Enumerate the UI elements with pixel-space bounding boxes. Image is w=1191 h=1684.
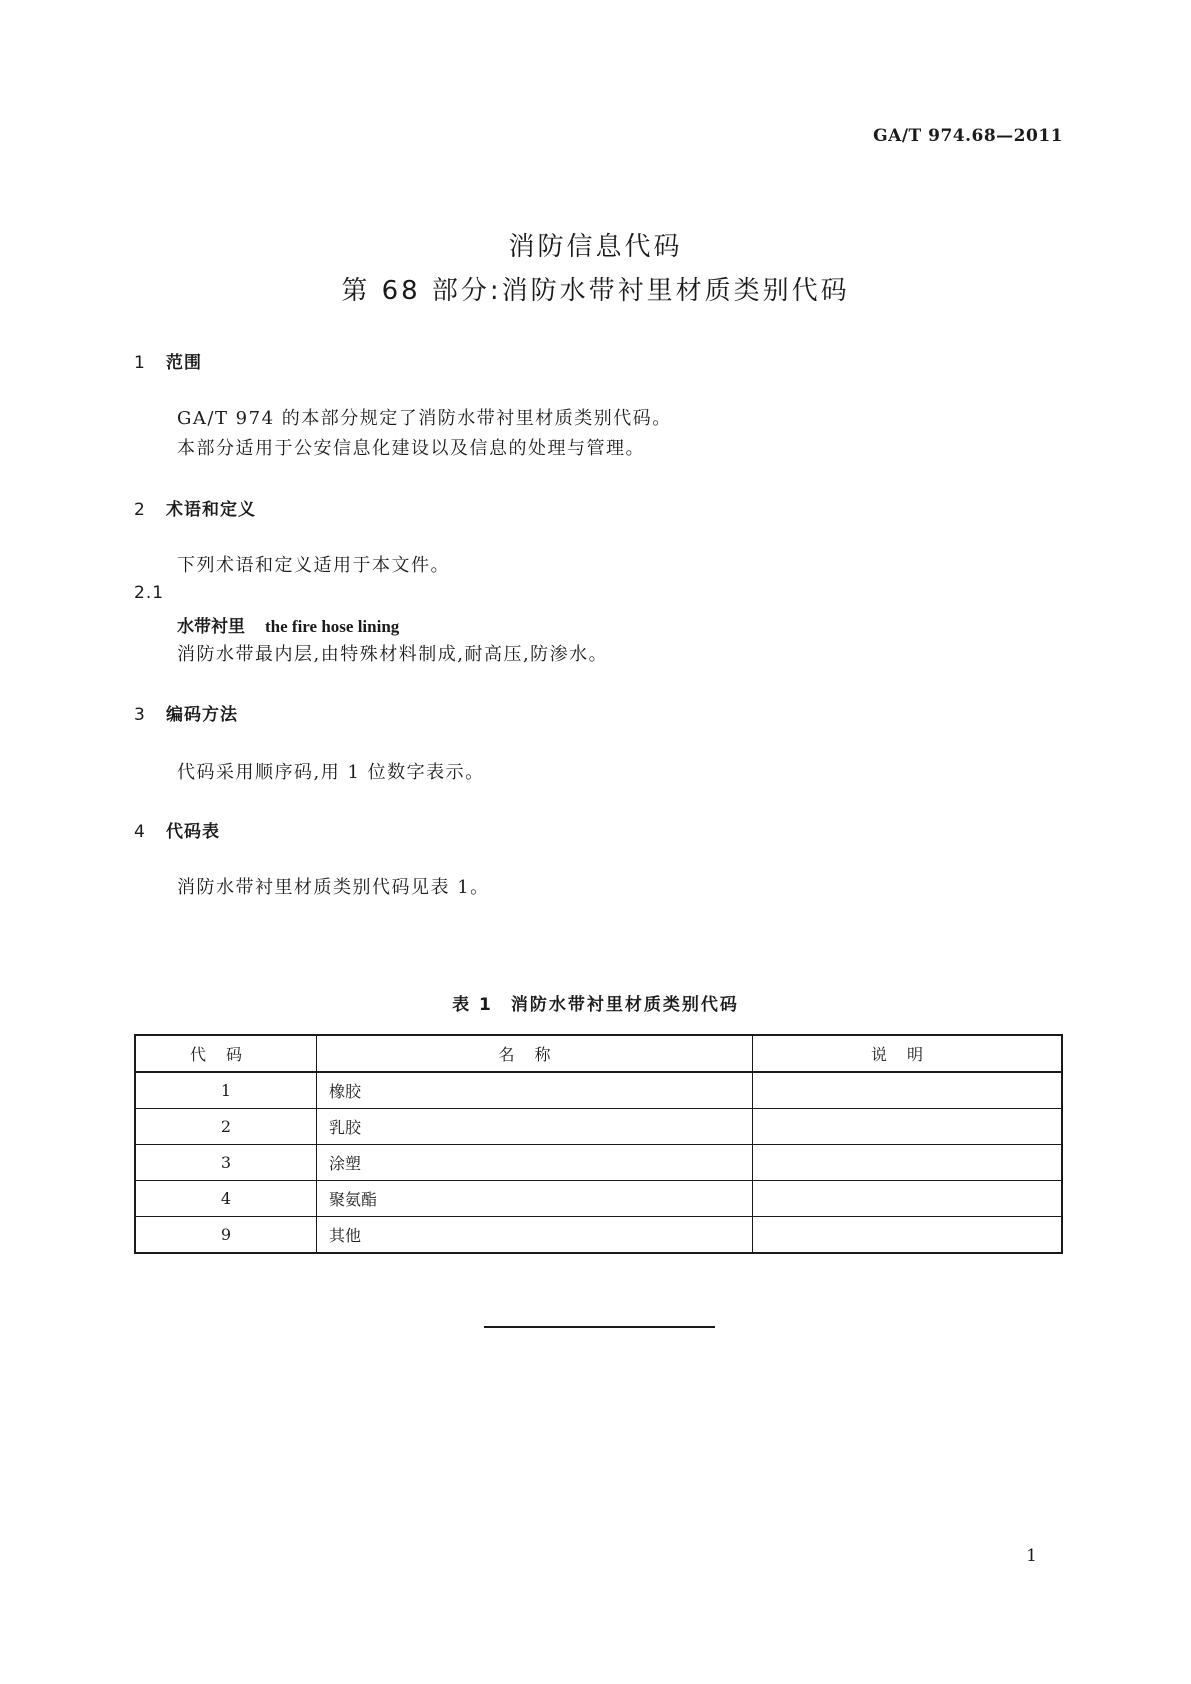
table-row: [135, 1145, 1062, 1181]
table-number: 表 1: [452, 995, 493, 1015]
cell-code: 9: [135, 1217, 317, 1254]
cell-note: [753, 1145, 1063, 1181]
paragraph: GA/T 974 的本部分规定了消防水带衬里材质类别代码。: [177, 408, 672, 429]
section-title: 代码表: [166, 822, 220, 842]
table-row: [135, 1217, 1062, 1254]
table-header-row: [135, 1035, 1062, 1072]
doc-subtitle: 第 68 部分:消防水带衬里材质类别代码: [341, 276, 850, 306]
section-title: 范围: [166, 353, 202, 373]
cell-note: [753, 1109, 1063, 1145]
table-title: 消防水带衬里材质类别代码: [510, 995, 739, 1015]
cell-note: [753, 1072, 1063, 1109]
cell-code: 4: [135, 1181, 317, 1217]
cell-code: 3: [135, 1145, 317, 1181]
header-name: 名称: [317, 1035, 753, 1072]
standard-code: GA/T 974.68—2011: [873, 126, 1063, 146]
cell-name: 其他: [317, 1217, 753, 1254]
cell-name: 聚氨酯: [317, 1181, 753, 1217]
table-row: [135, 1181, 1062, 1217]
table-caption: [0, 990, 1191, 1015]
cell-code: 2: [135, 1109, 317, 1145]
end-rule: [484, 1326, 715, 1328]
section-3-heading: [134, 700, 238, 725]
cell-note: [753, 1181, 1063, 1217]
header-note: 说明: [753, 1035, 1063, 1072]
cell-name: 涂塑: [317, 1145, 753, 1181]
section-title: 编码方法: [166, 705, 238, 725]
paragraph: 消防水带衬里材质类别代码见表 1。: [177, 877, 490, 898]
doc-title: 消防信息代码: [508, 232, 683, 262]
cell-name: 乳胶: [317, 1109, 753, 1145]
page-number: 1: [1026, 1546, 1037, 1566]
header-code: 代码: [135, 1035, 317, 1072]
term-english: the fire hose lining: [265, 617, 400, 636]
paragraph: 代码采用顺序码,用 1 位数字表示。: [177, 762, 485, 783]
section-2-heading: [134, 495, 256, 520]
section-number: 2: [134, 500, 146, 520]
table-row: [135, 1109, 1062, 1145]
subsection-number: 2.1: [134, 583, 165, 603]
cell-name: 橡胶: [317, 1072, 753, 1109]
term-entry: [177, 612, 399, 637]
section-number: 3: [134, 705, 146, 725]
section-4-heading: [134, 817, 220, 842]
cell-code: 1: [135, 1072, 317, 1109]
section-title: 术语和定义: [166, 500, 256, 520]
section-number: 4: [134, 822, 146, 842]
term-definition: 消防水带最内层,由特殊材料制成,耐高压,防渗水。: [177, 644, 609, 665]
section-1-heading: [134, 348, 202, 373]
paragraph: 下列术语和定义适用于本文件。: [177, 555, 450, 576]
table-row: [135, 1072, 1062, 1109]
section-number: 1: [134, 353, 146, 373]
paragraph: 本部分适用于公安信息化建设以及信息的处理与管理。: [177, 438, 645, 459]
code-table: [134, 1034, 1063, 1254]
cell-note: [753, 1217, 1063, 1254]
term-chinese: 水带衬里: [177, 617, 245, 637]
